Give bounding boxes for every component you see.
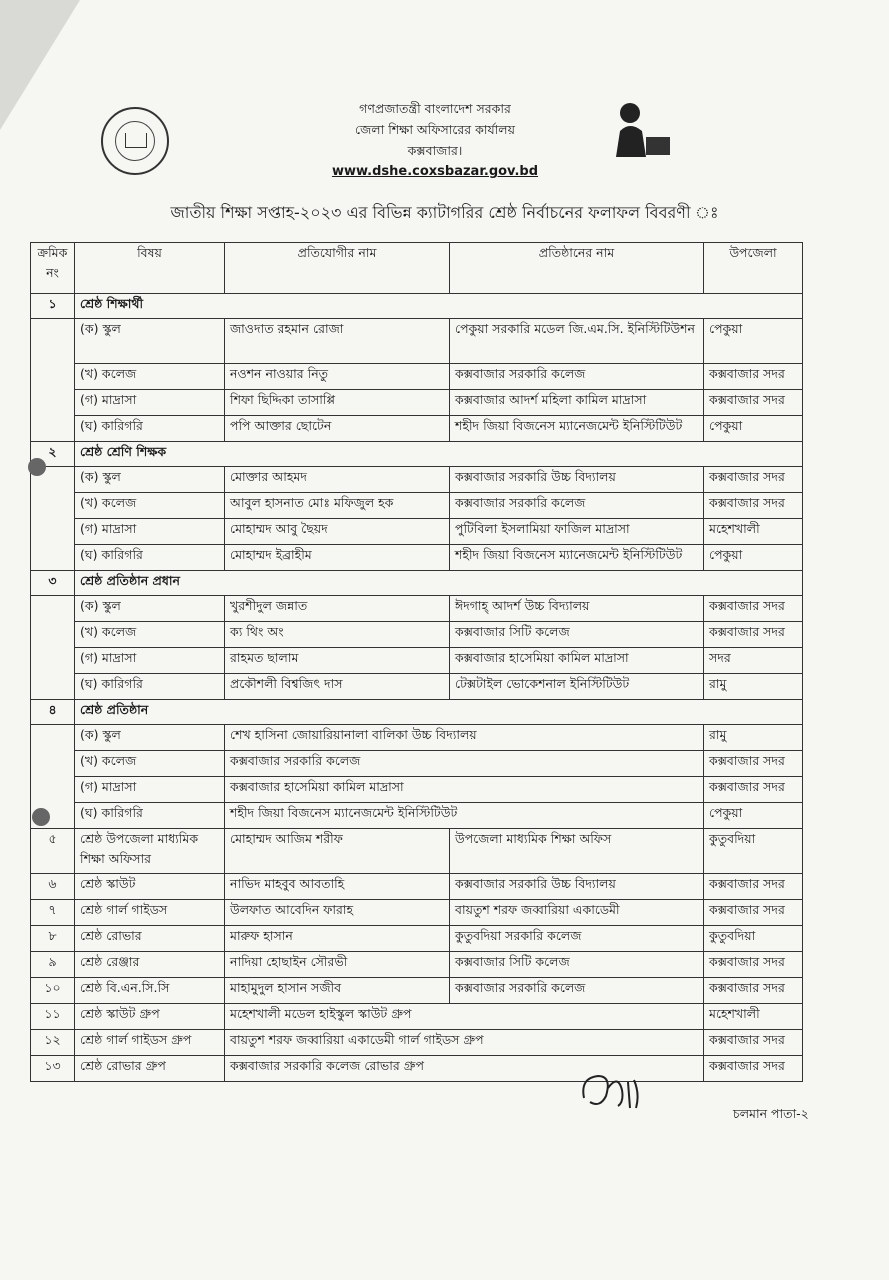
institution-cell: টেক্সটাইল ভোকেশনাল ইনিস্টিটিউট bbox=[450, 674, 704, 700]
table-row bbox=[31, 900, 803, 926]
upazila-cell: কক্সবাজার সদর bbox=[704, 493, 803, 519]
serial-cell: ৫ bbox=[31, 829, 75, 874]
serial-cell: ১৩ bbox=[31, 1056, 75, 1082]
name-cell: প্রকৌশলী বিশ্বজিৎ দাস bbox=[225, 674, 450, 700]
section-number: ২ bbox=[31, 442, 75, 467]
signature bbox=[578, 1068, 648, 1114]
upazila-cell: কক্সবাজার সদর bbox=[704, 978, 803, 1004]
upazila-cell: কক্সবাজার সদর bbox=[704, 1030, 803, 1056]
punch-hole-mark bbox=[32, 808, 50, 826]
name-cell: জাওদাত রহমান রোজা bbox=[225, 319, 450, 364]
portrait-logo bbox=[610, 97, 672, 161]
upazila-cell: কক্সবাজার সদর bbox=[704, 952, 803, 978]
upazila-cell: কক্সবাজার সদর bbox=[704, 777, 803, 803]
section-number: ১ bbox=[31, 294, 75, 319]
subject-cell: (ক) স্কুল bbox=[75, 596, 225, 622]
upazila-cell: মহেশখালী bbox=[704, 519, 803, 545]
table-row bbox=[31, 364, 803, 390]
serial-cell: ৬ bbox=[31, 874, 75, 900]
institution-cell: কক্সবাজার সরকারি উচ্চ বিদ্যালয় bbox=[450, 874, 704, 900]
institution-cell: ঈদগাহ্ আদর্শ উচ্চ বিদ্যালয় bbox=[450, 596, 704, 622]
institution-cell: কক্সবাজার সরকারি কলেজ bbox=[450, 364, 704, 390]
subject-cell: (ক) স্কুল bbox=[75, 725, 225, 751]
upazila-cell: কক্সবাজার সদর bbox=[704, 900, 803, 926]
institution-cell: কক্সবাজার সরকারি কলেজ bbox=[450, 493, 704, 519]
upazila-cell: সদর bbox=[704, 648, 803, 674]
subject-cell: শ্রেষ্ঠ গার্ল গাইডস গ্রুপ bbox=[75, 1030, 225, 1056]
subject-cell: শ্রেষ্ঠ গার্ল গাইডস bbox=[75, 900, 225, 926]
institution-cell: কক্সবাজার সিটি কলেজ bbox=[450, 952, 704, 978]
table-row bbox=[31, 1004, 803, 1030]
upazila-cell: মহেশখালী bbox=[704, 1004, 803, 1030]
section-row bbox=[31, 294, 803, 319]
upazila-cell: কক্সবাজার সদর bbox=[704, 467, 803, 493]
institution-cell: বায়তুশ শরফ জব্বারিয়া একাডেমী গার্ল গাইডস গ্রুপ bbox=[225, 1030, 704, 1056]
subject-cell: (গ) মাদ্রাসা bbox=[75, 519, 225, 545]
table-row bbox=[31, 1030, 803, 1056]
institution-cell: কুতুবদিয়া সরকারি কলেজ bbox=[450, 926, 704, 952]
table-row bbox=[31, 926, 803, 952]
upazila-cell: পেকুয়া bbox=[704, 416, 803, 442]
name-cell: শিফা ছিদ্দিকা তাসাপ্পি bbox=[225, 390, 450, 416]
upazila-cell: কক্সবাজার সদর bbox=[704, 1056, 803, 1082]
institution-cell: পেকুয়া সরকারি মডেল জি.এম.সি. ইনিস্টিটিউশন bbox=[450, 319, 704, 364]
institution-cell: কক্সবাজার সরকারি উচ্চ বিদ্যালয় bbox=[450, 467, 704, 493]
punch-hole-mark bbox=[28, 458, 46, 476]
header-line2: জেলা শিক্ষা অফিসারের কার্যালয় bbox=[355, 122, 515, 137]
office-header bbox=[260, 98, 610, 182]
name-cell: রাহমত ছালাম bbox=[225, 648, 450, 674]
upazila-cell: কক্সবাজার সদর bbox=[704, 751, 803, 777]
upazila-cell: কুতুবদিয়া bbox=[704, 926, 803, 952]
subject-cell: (ঘ) কারিগরি bbox=[75, 674, 225, 700]
institution-cell: কক্সবাজার হাসেমিয়া কামিল মাদ্রাসা bbox=[450, 648, 704, 674]
table-row bbox=[31, 674, 803, 700]
table-row bbox=[31, 1056, 803, 1082]
table-row bbox=[31, 648, 803, 674]
name-cell: নওশন নাওয়ার নিতু bbox=[225, 364, 450, 390]
name-cell: মোহাম্মদ আবু ছৈয়দ bbox=[225, 519, 450, 545]
continued-note: চলমান পাতা-২ bbox=[733, 1106, 809, 1121]
section-number: ৪ bbox=[31, 700, 75, 725]
upazila-cell: রামু bbox=[704, 725, 803, 751]
section-title: শ্রেষ্ঠ প্রতিষ্ঠান প্রধান bbox=[75, 571, 803, 596]
name-cell: নাভিদ মাহবুব আবতাহি bbox=[225, 874, 450, 900]
name-cell: মাহামুদুল হাসান সজীব bbox=[225, 978, 450, 1004]
serial-cell: ১০ bbox=[31, 978, 75, 1004]
header-institution: প্রতিষ্ঠানের নাম bbox=[450, 243, 704, 294]
subject-cell: (গ) মাদ্রাসা bbox=[75, 648, 225, 674]
name-cell: মারুফ হাসান bbox=[225, 926, 450, 952]
page-title: জাতীয় শিক্ষা সপ্তাহ-২০২৩ এর বিভিন্ন ক্যাটাগরির শ্রেষ্ঠ নির্বাচনের ফলাফল বিবরণী ঃ bbox=[170, 203, 719, 222]
institution-cell: বায়তুশ শরফ জব্বারিয়া একাডেমী bbox=[450, 900, 704, 926]
subject-cell: (ঘ) কারিগরি bbox=[75, 803, 225, 829]
table-row bbox=[31, 319, 803, 364]
serial-cell: ৯ bbox=[31, 952, 75, 978]
name-cell: নাদিয়া হোছাইন সৌরভী bbox=[225, 952, 450, 978]
institution-cell: কক্সবাজার আদর্শ মহিলা কামিল মাদ্রাসা bbox=[450, 390, 704, 416]
name-cell: পপি আক্তার ছোটেন bbox=[225, 416, 450, 442]
name-cell: মোহাম্মদ ইব্রাহীম bbox=[225, 545, 450, 571]
subject-cell: শ্রেষ্ঠ রেঞ্জার bbox=[75, 952, 225, 978]
section-title: শ্রেষ্ঠ শ্রেণি শিক্ষক bbox=[75, 442, 803, 467]
upazila-cell: রামু bbox=[704, 674, 803, 700]
section-row bbox=[31, 700, 803, 725]
institution-cell: কক্সবাজার হাসেমিয়া কামিল মাদ্রাসা bbox=[225, 777, 704, 803]
name-cell: খুরশীদুল জন্নাত bbox=[225, 596, 450, 622]
institution-cell: শেখ হাসিনা জোয়ারিয়ানালা বালিকা উচ্চ বিদ্যালয় bbox=[225, 725, 704, 751]
subject-cell: (ঘ) কারিগরি bbox=[75, 416, 225, 442]
institution-cell: কক্সবাজার সিটি কলেজ bbox=[450, 622, 704, 648]
table-row bbox=[31, 777, 803, 803]
subject-cell: (ক) স্কুল bbox=[75, 467, 225, 493]
institution-cell: উপজেলা মাধ্যমিক শিক্ষা অফিস bbox=[450, 829, 704, 874]
subject-cell: শ্রেষ্ঠ স্কাউট গ্রুপ bbox=[75, 1004, 225, 1030]
upazila-cell: কক্সবাজার সদর bbox=[704, 390, 803, 416]
table-row bbox=[31, 978, 803, 1004]
serial-cell: ১২ bbox=[31, 1030, 75, 1056]
header-line1: গণপ্রজাতন্ত্রী বাংলাদেশ সরকার bbox=[359, 101, 511, 116]
subject-cell: (ক) স্কুল bbox=[75, 319, 225, 364]
institution-cell: কক্সবাজার সরকারি কলেজ bbox=[450, 978, 704, 1004]
institution-cell: কক্সবাজার সরকারি কলেজ bbox=[225, 751, 704, 777]
table-row bbox=[31, 545, 803, 571]
subject-cell: শ্রেষ্ঠ রোভার গ্রুপ bbox=[75, 1056, 225, 1082]
serial-cell: ৮ bbox=[31, 926, 75, 952]
subject-cell: (খ) কলেজ bbox=[75, 364, 225, 390]
upazila-cell: পেকুয়া bbox=[704, 319, 803, 364]
table-row bbox=[31, 874, 803, 900]
table-row bbox=[31, 519, 803, 545]
table-row bbox=[31, 803, 803, 829]
header-upazila: উপজেলা bbox=[704, 243, 803, 294]
serial-cell: ৭ bbox=[31, 900, 75, 926]
header-line3: কক্সবাজার। bbox=[407, 143, 463, 158]
institution-cell: শহীদ জিয়া বিজনেস ম্যানেজমেন্ট ইনিস্টিটিউট bbox=[225, 803, 704, 829]
folded-corner bbox=[0, 0, 80, 130]
upazila-cell: কক্সবাজার সদর bbox=[704, 364, 803, 390]
upazila-cell: পেকুয়া bbox=[704, 803, 803, 829]
upazila-cell: পেকুয়া bbox=[704, 545, 803, 571]
subject-cell: (খ) কলেজ bbox=[75, 622, 225, 648]
table-row bbox=[31, 725, 803, 751]
table-header-row bbox=[31, 243, 803, 294]
section-row bbox=[31, 442, 803, 467]
header-serial: ক্রমিক নং bbox=[31, 243, 75, 294]
website-link[interactable]: www.dshe.coxsbazar.gov.bd bbox=[331, 164, 539, 179]
serial-cell: ১১ bbox=[31, 1004, 75, 1030]
name-cell: ক্য থিং অং bbox=[225, 622, 450, 648]
section-title: শ্রেষ্ঠ শিক্ষার্থী bbox=[75, 294, 803, 319]
subject-cell: শ্রেষ্ঠ রোভার bbox=[75, 926, 225, 952]
institution-cell: শহীদ জিয়া বিজনেস ম্যানেজমেন্ট ইনিস্টিটিউট bbox=[450, 545, 704, 571]
table-row bbox=[31, 829, 803, 874]
upazila-cell: কক্সবাজার সদর bbox=[704, 622, 803, 648]
subject-cell: (ঘ) কারিগরি bbox=[75, 545, 225, 571]
table-row bbox=[31, 952, 803, 978]
subject-cell: (খ) কলেজ bbox=[75, 493, 225, 519]
header-name: প্রতিযোগীর নাম bbox=[225, 243, 450, 294]
table-row bbox=[31, 596, 803, 622]
table-row bbox=[31, 622, 803, 648]
table-row bbox=[31, 751, 803, 777]
subject-cell: (খ) কলেজ bbox=[75, 751, 225, 777]
results-table bbox=[30, 242, 803, 1082]
subject-cell: (গ) মাদ্রাসা bbox=[75, 390, 225, 416]
upazila-cell: কুতুবদিয়া bbox=[704, 829, 803, 874]
header-subject: বিষয় bbox=[75, 243, 225, 294]
institution-cell: কক্সবাজার সরকারি কলেজ রোভার গ্রুপ bbox=[225, 1056, 704, 1082]
government-seal-logo bbox=[101, 107, 169, 175]
name-cell: উলফাত আবেদিন ফারাহ bbox=[225, 900, 450, 926]
subject-cell: শ্রেষ্ঠ বি.এন.সি.সি bbox=[75, 978, 225, 1004]
table-row bbox=[31, 493, 803, 519]
upazila-cell: কক্সবাজার সদর bbox=[704, 596, 803, 622]
institution-cell: মহেশখালী মডেল হাইস্কুল স্কাউট গ্রুপ bbox=[225, 1004, 704, 1030]
name-cell: মোহাম্মদ আজিম শরীফ bbox=[225, 829, 450, 874]
subject-cell: শ্রেষ্ঠ স্কাউট bbox=[75, 874, 225, 900]
section-row bbox=[31, 571, 803, 596]
subject-cell: শ্রেষ্ঠ উপজেলা মাধ্যমিক শিক্ষা অফিসার bbox=[75, 829, 225, 874]
upazila-cell: কক্সবাজার সদর bbox=[704, 874, 803, 900]
name-cell: আবুল হাসনাত মোঃ মফিজুল হক bbox=[225, 493, 450, 519]
table-row bbox=[31, 416, 803, 442]
institution-cell: পুটিবিলা ইসলামিয়া ফাজিল মাদ্রাসা bbox=[450, 519, 704, 545]
section-number: ৩ bbox=[31, 571, 75, 596]
table-row bbox=[31, 390, 803, 416]
name-cell: মোক্তার আহমদ bbox=[225, 467, 450, 493]
table-row bbox=[31, 467, 803, 493]
institution-cell: শহীদ জিয়া বিজনেস ম্যানেজমেন্ট ইনিস্টিটিউট bbox=[450, 416, 704, 442]
section-title: শ্রেষ্ঠ প্রতিষ্ঠান bbox=[75, 700, 803, 725]
subject-cell: (গ) মাদ্রাসা bbox=[75, 777, 225, 803]
